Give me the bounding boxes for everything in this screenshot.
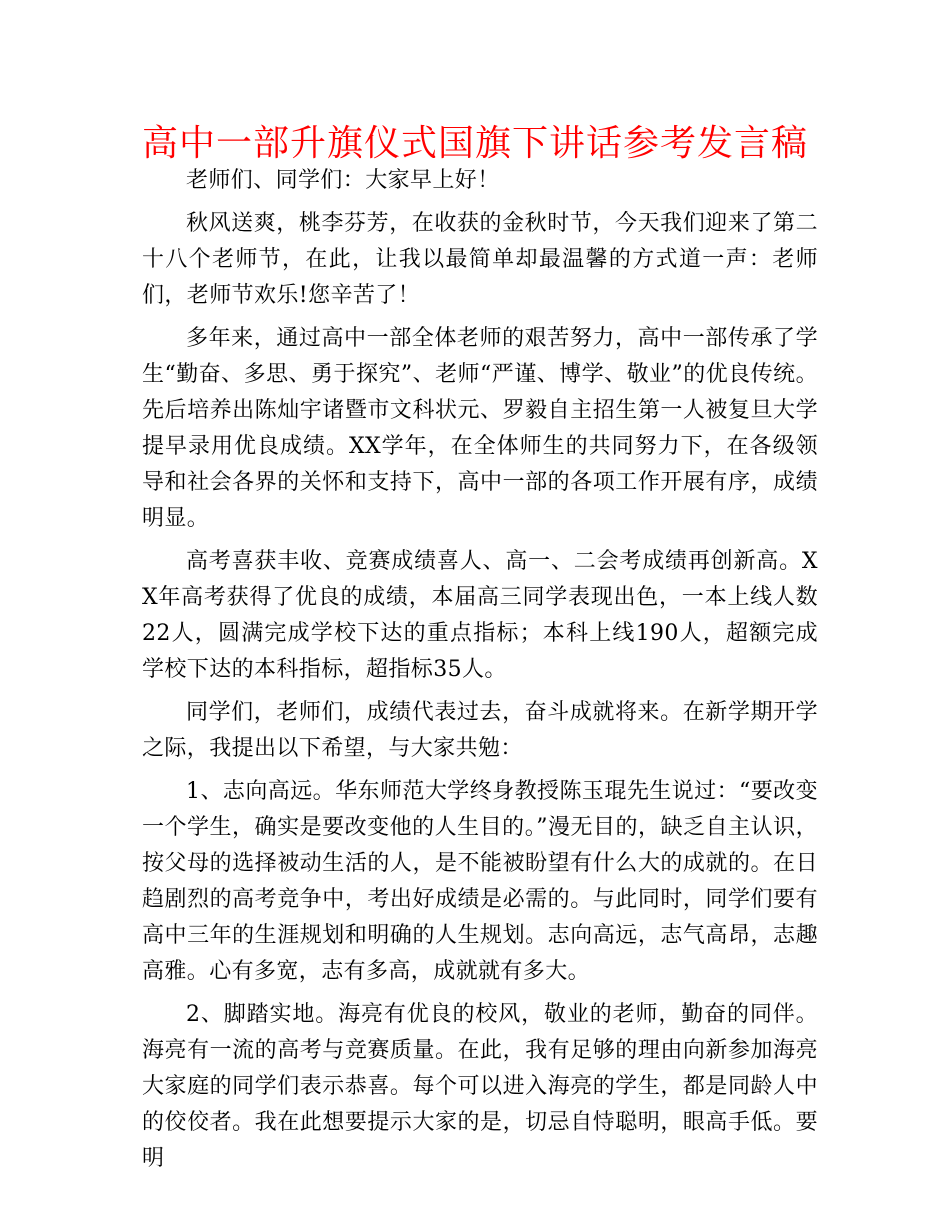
paragraph-point-2: 2、脚踏实地。海亮有优良的校风，敬业的老师，勤奋的同伴。海亮有一流的高考与竞赛质量。在此，我有足够的理由向新参加海亮大家庭的同学们表示恭喜。每个可以进入海亮的学生，都是同龄人中的佼佼者。我在此想要提示大家的是，切忌自恃聪明，眼高手低。要明 (142, 1002, 818, 1171)
document-title: 高中一部升旗仪式国旗下讲话参考发言稿 (141, 123, 808, 164)
document-body (142, 163, 818, 1184)
paragraph-tradition: 多年来，通过高中一部全体老师的艰苦努力，高中一部传承了学生“勤奋、多思、勇于探究”、老师“严谨、博学、敬业”的优良传统。先后培养出陈灿宇诸暨市文科状元、罗毅自主招生第一人被复旦大学提早录用优良成绩。XX学年，在全体师生的共同努力下，在各级领导和社会各界的关怀和支持下，高中一部的各项工作开展有序，成绩明显。 (142, 326, 818, 531)
paragraph-hopes-intro: 同学们，老师们，成绩代表过去，奋斗成就将来。在新学期开学之际，我提出以下希望，与大家共勉： (142, 700, 818, 761)
paragraph-exam-results: 高考喜获丰收、竞赛成绩喜人、高一、二会考成绩再创新高。XX年高考获得了优良的成绩，本届高三同学表现出色，一本上线人数22人，圆满完成学校下达的重点指标；本科上线190人，超额完成学校下达的本科指标，超指标35人。 (142, 549, 818, 682)
paragraph-point-1: 1、志向高远。华东师范大学终身教授陈玉琨先生说过：“要改变一个学生，确实是要改变他的人生目的。”漫无目的，缺乏自主认识，按父母的选择被动生活的人，是不能被盼望有什么大的成就的。在日趋剧烈的高考竞争中，考出好成绩是必需的。与此同时，同学们要有高中三年的生涯规划和明确的人生规划。志向高远，志气高昂，志趣高雅。心有多宽，志有多高，成就就有多大。 (142, 779, 818, 984)
paragraph-greeting: 老师们、同学们：大家早上好！ (186, 168, 500, 193)
paragraph-teachers-day: 秋风送爽，桃李芬芳，在收获的金秋时节，今天我们迎来了第二十八个老师节，在此，让我以最简单却最温馨的方式道一声：老师们，老师节欢乐!您辛苦了！ (142, 211, 818, 308)
